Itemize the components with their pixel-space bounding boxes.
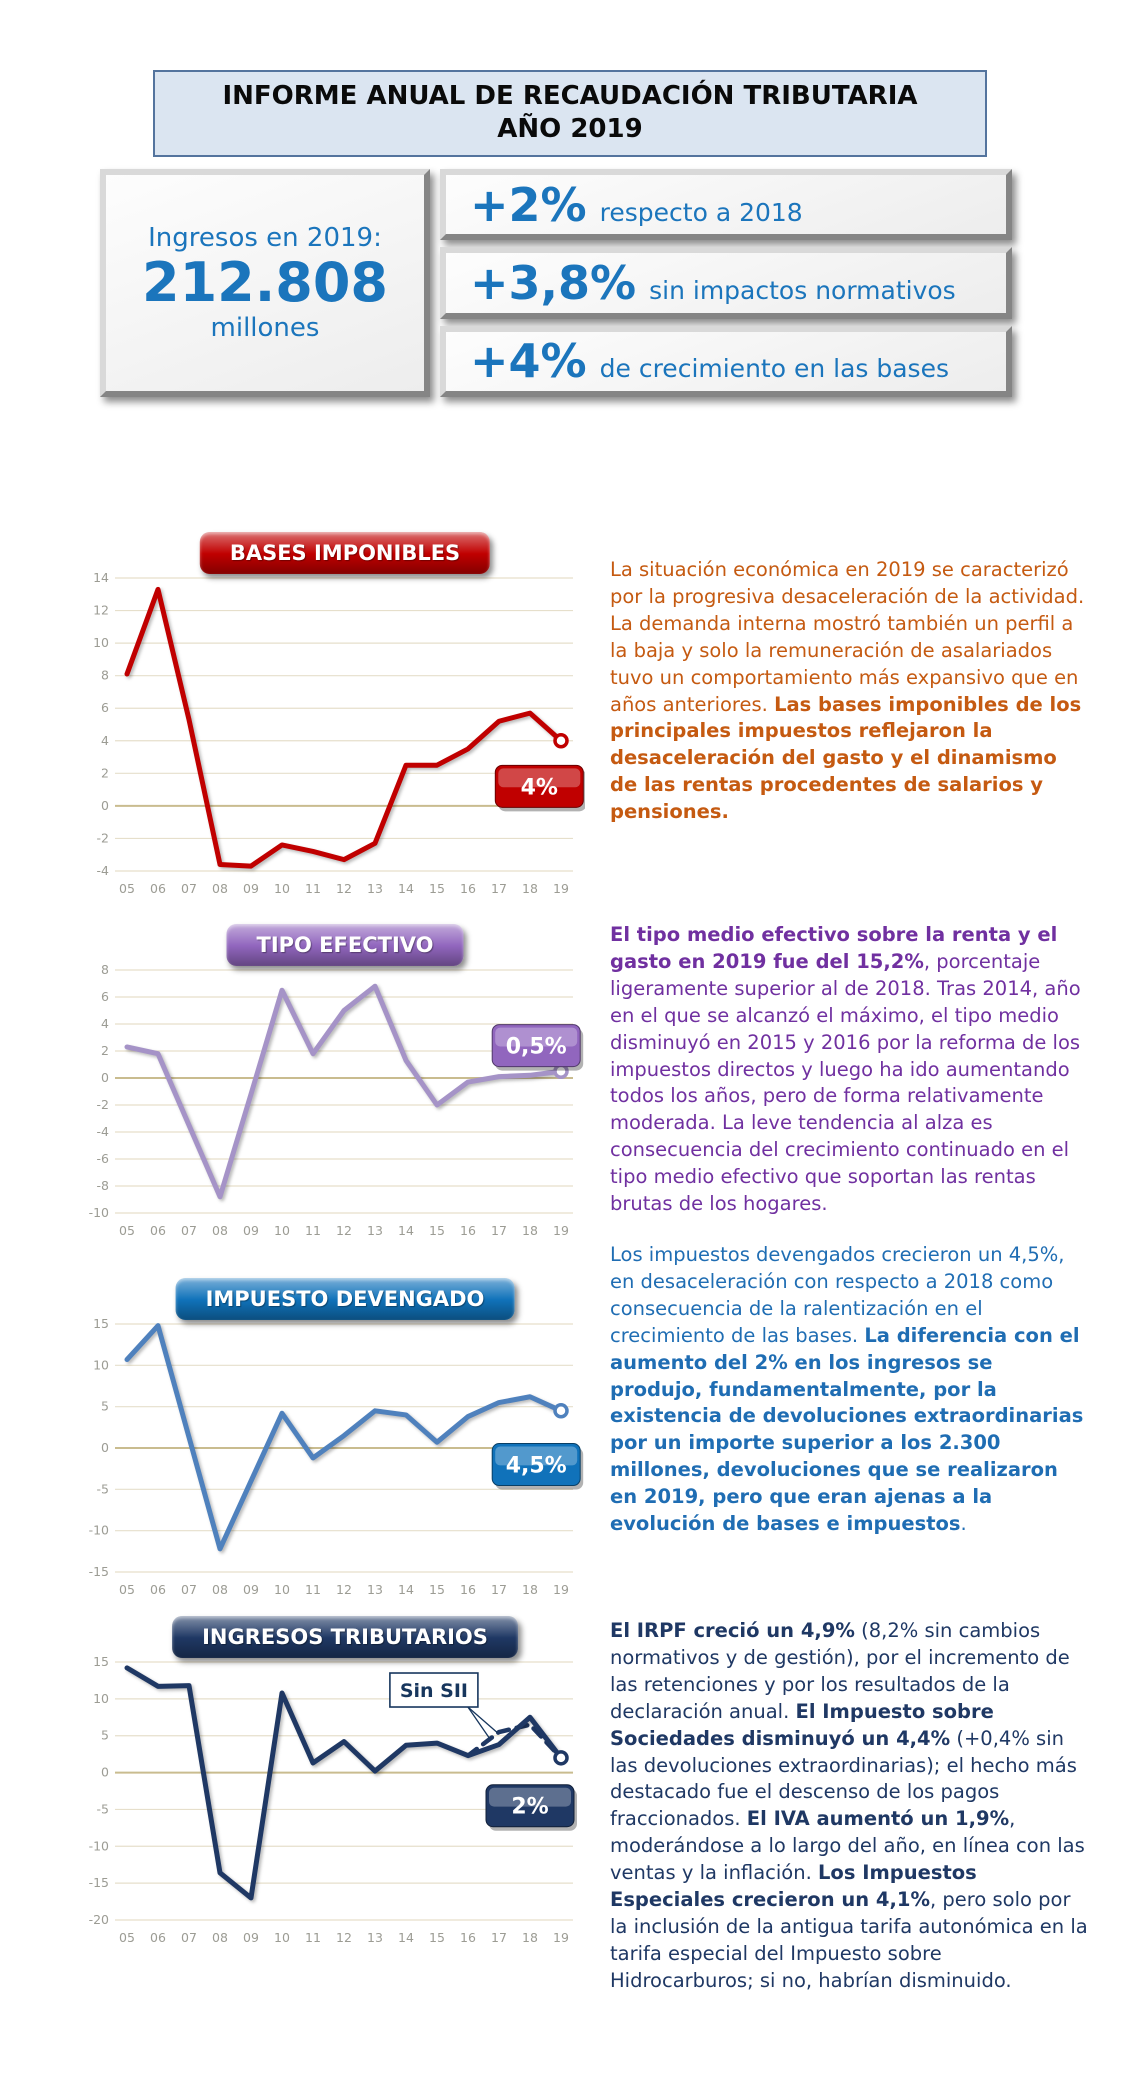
svg-text:-5: -5 — [96, 1801, 109, 1817]
svg-text:11: 11 — [305, 1930, 321, 1945]
paragraph-run: , porcentaje ligeramente superior al de 2018. Tras 2014, año en el que se alcanzó el máximo, el tipo medio disminuyó en 2015 y 2016 por la reforma de los impuestos directos y luego ha ido aumentando todos los años, pero de forma relativamente moderada. La leve tendencia al alza es consecuencia del crecimiento continuado en el tipo medio efectivo que soportan las rentas brutas de los hogares. — [610, 949, 1081, 1216]
svg-text:-10: -10 — [88, 1522, 109, 1538]
svg-text:12: 12 — [336, 1930, 352, 1945]
kpi-value: +3,8% — [470, 255, 637, 310]
svg-text:10: 10 — [93, 635, 109, 651]
svg-text:07: 07 — [181, 1223, 197, 1238]
svg-text:07: 07 — [181, 881, 197, 896]
svg-text:08: 08 — [212, 1223, 228, 1238]
ingresos-tributarios-chart — [85, 1650, 585, 1950]
svg-text:8: 8 — [101, 962, 109, 977]
svg-text:10: 10 — [274, 1223, 290, 1238]
sin-sii-callout-label: Sin SII — [399, 1680, 468, 1703]
svg-text:-2: -2 — [96, 1097, 109, 1112]
svg-text:15: 15 — [93, 1654, 109, 1669]
svg-text:11: 11 — [305, 1223, 321, 1238]
svg-text:0: 0 — [101, 1070, 109, 1085]
svg-text:19: 19 — [553, 1930, 569, 1945]
svg-text:-15: -15 — [88, 1564, 109, 1579]
value-badge-label: 4,5% — [505, 1453, 567, 1479]
paragraph-run: El IRPF creció un 4,9% — [610, 1619, 855, 1642]
paragraph-run: Las bases imponibles de los principales impuestos reflejaron la desaceleración del gasto y el dinamismo de las rentas procedentes de salarios y pensiones. — [610, 692, 1082, 824]
svg-text:08: 08 — [212, 881, 228, 896]
svg-text:-15: -15 — [88, 1875, 109, 1891]
svg-text:14: 14 — [398, 1930, 414, 1945]
svg-text:06: 06 — [150, 1930, 166, 1945]
impuesto-devengado-chart-block — [85, 1278, 585, 1602]
value-badge-label: 4% — [520, 775, 558, 801]
svg-text:10: 10 — [274, 881, 290, 896]
svg-text:09: 09 — [243, 1930, 259, 1945]
series-line — [127, 986, 561, 1197]
svg-text:14: 14 — [398, 1223, 414, 1238]
svg-text:13: 13 — [367, 881, 383, 896]
svg-text:18: 18 — [522, 1582, 538, 1597]
svg-text:-6: -6 — [96, 1151, 109, 1166]
svg-text:18: 18 — [522, 881, 538, 896]
paragraph-run: (8,2% sin cambios normativos y de gestión), por el incremento de las retenciones y por los resultados de la declaración anual. — [610, 1619, 1070, 1723]
svg-text:13: 13 — [367, 1223, 383, 1238]
svg-text:4: 4 — [101, 732, 109, 748]
kpi-list — [440, 169, 1012, 397]
last-point-marker — [555, 735, 567, 747]
svg-text:19: 19 — [553, 1582, 569, 1597]
svg-text:06: 06 — [150, 881, 166, 896]
svg-text:10: 10 — [93, 1357, 109, 1373]
svg-text:6: 6 — [101, 700, 109, 716]
svg-text:-10: -10 — [88, 1205, 109, 1220]
last-point-marker — [555, 1405, 567, 1417]
tipo-efectivo-chart — [85, 958, 585, 1243]
svg-text:10: 10 — [93, 1690, 109, 1706]
svg-text:0: 0 — [101, 1440, 109, 1455]
svg-text:2: 2 — [101, 1043, 109, 1058]
report-title-line2: AÑO 2019 — [497, 113, 643, 144]
summary-section — [100, 169, 1012, 397]
svg-text:06: 06 — [150, 1223, 166, 1238]
paragraph-run: La diferencia con el aumento del 2% en los ingresos se produjo, fundamentalmente, por la existencia de devoluciones extraordinarias por un importe superior a los 2.300 millones, devoluciones que se realizaron en 2019, pero que eran ajenas a la evolución de bases e impuestos — [610, 1323, 1084, 1536]
svg-text:05: 05 — [119, 1930, 135, 1945]
svg-text:0: 0 — [101, 1764, 109, 1780]
svg-text:08: 08 — [212, 1582, 228, 1597]
svg-text:17: 17 — [491, 1930, 507, 1945]
svg-text:09: 09 — [243, 1582, 259, 1597]
svg-text:10: 10 — [274, 1582, 290, 1597]
svg-text:12: 12 — [336, 1223, 352, 1238]
svg-text:07: 07 — [181, 1930, 197, 1945]
kpi-label: respecto a 2018 — [599, 197, 803, 227]
paragraph-run: Los impuestos devengados crecieron un 4,5%, en desaceleración con respecto a 2018 como consecuencia de la ralentización en el crecimiento de las bases. — [610, 1243, 1065, 1347]
paragraph-run: , moderándose a lo largo del año, en línea con las ventas y la inflación. — [610, 1807, 1085, 1885]
paragraph-run: . — [960, 1512, 967, 1536]
series-line — [127, 589, 561, 866]
svg-text:15: 15 — [429, 1582, 445, 1597]
svg-text:07: 07 — [181, 1582, 197, 1597]
svg-text:16: 16 — [460, 1930, 476, 1945]
svg-text:-4: -4 — [96, 863, 109, 878]
svg-text:15: 15 — [93, 1316, 109, 1331]
bases-imponibles-title-badge: BASES IMPONIBLES — [200, 532, 490, 574]
tipo-efectivo-chart-block — [85, 924, 585, 1243]
row-ingresos-tributarios — [0, 1616, 1140, 1995]
svg-text:14: 14 — [398, 1582, 414, 1597]
svg-text:17: 17 — [491, 881, 507, 896]
series-line — [127, 1326, 561, 1549]
svg-text:12: 12 — [93, 602, 109, 618]
svg-text:8: 8 — [101, 667, 109, 683]
svg-text:12: 12 — [336, 1582, 352, 1597]
kpi-value: +2% — [470, 177, 587, 232]
impuesto-devengado-title-badge: IMPUESTO DEVENGADO — [176, 1278, 515, 1320]
paragraph-run: (+0,4% sin las devoluciones extraordinarias); el hecho más destacado fue el descenso de los pagos fraccionados. — [610, 1726, 1077, 1831]
paragraph-run: La situación económica en 2019 se caracterizó por la progresiva desaceleración de la actividad. La demanda interna mostró también un perfil a la baja y solo la remuneración de asalariados tuvo un comportamiento más expansivo que en años anteriores. — [610, 558, 1085, 716]
svg-text:15: 15 — [429, 1223, 445, 1238]
ingresos-box — [100, 169, 430, 397]
svg-text:5: 5 — [101, 1398, 109, 1414]
svg-text:14: 14 — [398, 881, 414, 896]
svg-text:16: 16 — [460, 881, 476, 896]
svg-text:05: 05 — [119, 881, 135, 896]
paragraph-run: El IVA aumentó un 1,9% — [746, 1807, 1010, 1831]
svg-text:12: 12 — [336, 881, 352, 896]
svg-text:-2: -2 — [96, 830, 109, 846]
svg-text:15: 15 — [429, 881, 445, 896]
svg-text:-4: -4 — [96, 1124, 109, 1139]
svg-text:-10: -10 — [88, 1838, 109, 1854]
last-point-marker — [555, 1752, 567, 1764]
svg-text:5: 5 — [101, 1727, 109, 1743]
bases-imponibles-chart — [85, 566, 585, 901]
svg-text:-5: -5 — [96, 1481, 109, 1497]
series-line — [127, 1668, 561, 1898]
svg-text:11: 11 — [305, 1582, 321, 1597]
svg-text:13: 13 — [367, 1582, 383, 1597]
svg-text:17: 17 — [491, 1582, 507, 1597]
bases-imponibles-chart-block — [85, 532, 585, 901]
ingresos-tributarios-title-badge: INGRESOS TRIBUTARIOS — [172, 1616, 518, 1658]
tipo-efectivo-title-badge: TIPO EFECTIVO — [226, 924, 463, 966]
paragraph-run: El Impuesto sobre Sociedades disminuyó un 4,4% — [610, 1699, 994, 1750]
svg-text:15: 15 — [429, 1930, 445, 1945]
svg-text:05: 05 — [119, 1582, 135, 1597]
paragraph-run: , pero solo por la inclusión de la antigua tarifa autonómica en la tarifa especial del Impuesto sobre Hidrocarburos; si no, habrían disminuido. — [610, 1888, 1088, 1992]
row-impuesto-devengado — [0, 1243, 1140, 1602]
svg-text:09: 09 — [243, 1223, 259, 1238]
ingresos-tributarios-chart-block — [85, 1616, 585, 1950]
value-badge-label: 2% — [511, 1794, 549, 1820]
svg-text:19: 19 — [553, 1223, 569, 1238]
kpi-box-respecto-2018 — [440, 169, 1012, 240]
ingresos-unit: millones — [210, 312, 320, 343]
paragraph-ingresos-tributarios — [610, 1618, 1088, 1995]
svg-text:19: 19 — [553, 881, 569, 896]
svg-text:2: 2 — [101, 765, 109, 781]
svg-text:-8: -8 — [96, 1178, 109, 1193]
svg-text:11: 11 — [305, 881, 321, 896]
row-tipo-efectivo — [0, 924, 1140, 1243]
ingresos-value: 212.808 — [142, 251, 388, 315]
svg-text:18: 18 — [522, 1930, 538, 1945]
svg-text:-20: -20 — [88, 1912, 109, 1927]
svg-text:17: 17 — [491, 1223, 507, 1238]
svg-text:6: 6 — [101, 989, 109, 1004]
svg-text:4: 4 — [101, 1016, 109, 1031]
svg-text:16: 16 — [460, 1582, 476, 1597]
svg-text:05: 05 — [119, 1223, 135, 1238]
paragraph-run: El tipo medio efectivo sobre la renta y el gasto en 2019 fue del 15,2% — [610, 923, 1058, 973]
kpi-value: +4% — [470, 334, 587, 389]
svg-text:08: 08 — [212, 1930, 228, 1945]
svg-text:06: 06 — [150, 1582, 166, 1597]
paragraph-impuesto-devengado — [610, 1242, 1088, 1538]
report-title-box — [153, 70, 987, 157]
paragraph-bases-imponibles — [610, 557, 1088, 826]
svg-text:16: 16 — [460, 1223, 476, 1238]
kpi-label: sin impactos normativos — [649, 275, 956, 305]
svg-text:14: 14 — [93, 570, 109, 585]
row-bases-imponibles — [0, 532, 1140, 901]
svg-text:18: 18 — [522, 1223, 538, 1238]
ingresos-label: Ingresos en 2019: — [148, 223, 382, 254]
impuesto-devengado-chart — [85, 1312, 585, 1602]
kpi-label: de crecimiento en las bases — [599, 354, 949, 384]
report-title-line1: INFORME ANUAL DE RECAUDACIÓN TRIBUTARIA — [222, 81, 918, 111]
paragraph-run: Los Impuestos Especiales crecieron un 4,1% — [610, 1861, 977, 1912]
value-badge-label: 0,5% — [505, 1034, 567, 1060]
kpi-box-crecimiento-bases — [440, 326, 1012, 397]
svg-text:10: 10 — [274, 1930, 290, 1945]
svg-text:09: 09 — [243, 881, 259, 896]
svg-text:13: 13 — [367, 1930, 383, 1945]
svg-text:0: 0 — [101, 797, 109, 813]
kpi-box-sin-impactos — [440, 247, 1012, 318]
paragraph-tipo-efectivo — [610, 922, 1088, 1218]
